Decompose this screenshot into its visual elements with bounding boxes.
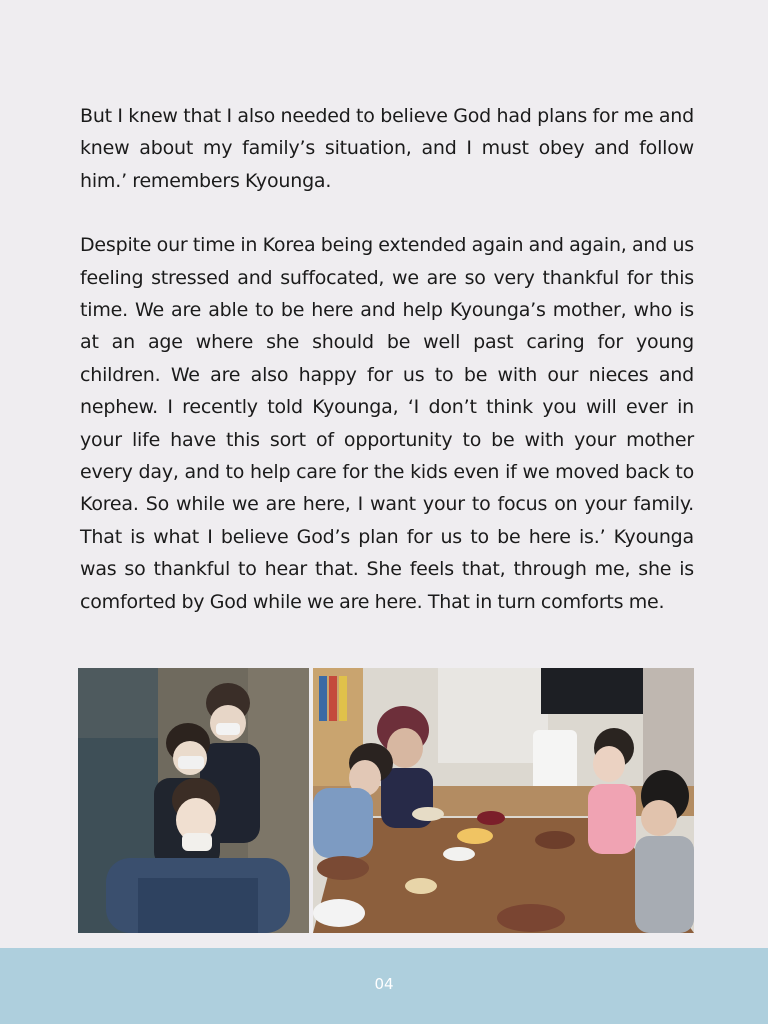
article-body — [80, 100, 694, 618]
page-footer — [0, 948, 768, 1024]
paragraph-2: Despite our time in Korea being extended again and again, and us feeling stressed and suffocated, we are so very thankful for this time. We are able to be here and help Kyounga’s mother, who is at an age where she should be well past caring for young children. We are also happy for us to be with our nieces and nephew. I recently told Kyounga, ‘I don’t think you will ever in your life have this sort of opportunity to be with your mother every day, and to help care for the kids even if we moved back to Korea. So while we are here, I want your to focus on your family. That is what I believe God’s plan for us to be here is.’ Kyounga was so thankful to hear that. She feels that, through me, she is comforted by God while we are here. That in turn comforts me. — [80, 234, 694, 613]
paragraph-1: But I knew that I also needed to believe God had plans for me and knew about my family’s situation, and I must obey and follow him.’ remembers Kyounga. — [80, 105, 694, 192]
page-number: 04 — [374, 975, 394, 993]
photo-children-aquarium — [78, 668, 309, 933]
photo-row — [78, 668, 694, 933]
photo-family-baking-illustration — [313, 668, 694, 933]
paragraph-spacer — [80, 197, 694, 229]
photo-family-baking — [313, 668, 694, 933]
photo-children-aquarium-illustration — [78, 668, 309, 933]
